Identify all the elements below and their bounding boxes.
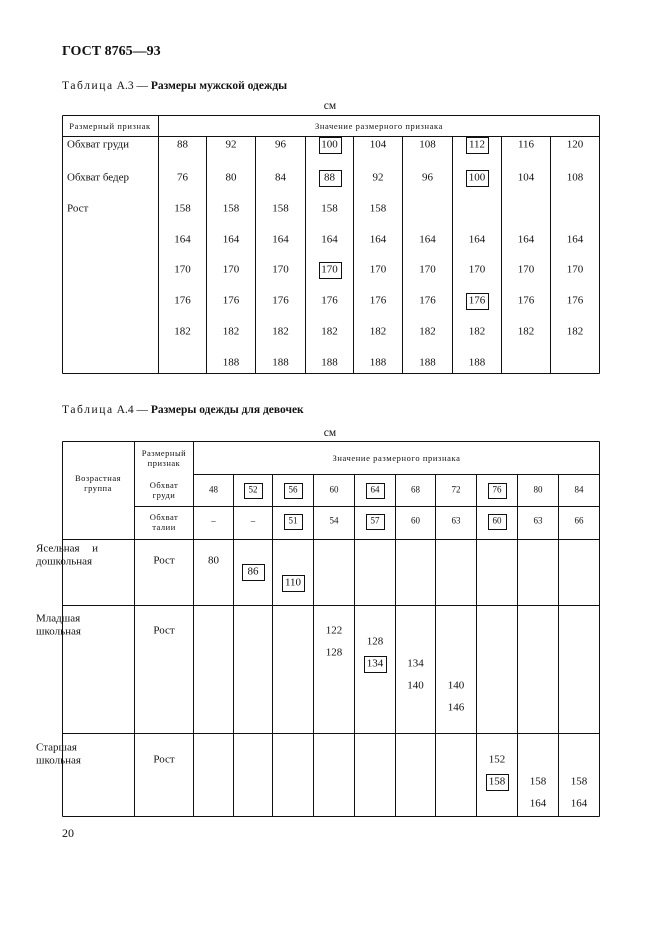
table-a4-height-value: 128 <box>366 635 384 648</box>
caption-prefix: Таблица <box>62 404 114 416</box>
table-a3-cell: 100 <box>321 138 338 151</box>
table-a4-chest-value: 64 <box>370 484 380 495</box>
table-a3-cell: 112 <box>468 138 486 151</box>
table-a3-cell: 182 <box>321 325 338 338</box>
table-a3-cell: 182 <box>419 325 436 338</box>
table-a3-cell: 88 <box>324 171 335 184</box>
table-a3-cell: 116 <box>517 138 535 151</box>
table-a3-cell: 164 <box>222 233 240 246</box>
table-a3-cell: 188 <box>321 356 338 369</box>
table-a3-cell: 158 <box>174 202 191 215</box>
table-a3-cell: 182 <box>222 325 240 338</box>
table-a3-cell: 188 <box>419 356 436 369</box>
table-a4-chest-value: 68 <box>411 484 420 495</box>
caption-number: А.3 — <box>116 80 148 92</box>
table-a3-cell: 188 <box>222 356 240 369</box>
table-a3-cell: 188 <box>468 356 486 369</box>
table-a3-cell: 108 <box>566 171 584 184</box>
table-a3-row-label: Рост <box>67 202 89 215</box>
table-a4-height-value: 158 <box>529 775 547 788</box>
table-a3-cell: 158 <box>272 202 289 215</box>
table-a4-height-value: 86 <box>247 565 259 578</box>
table-a4-height-value: 134 <box>366 657 384 670</box>
table-a4-group-feature: Рост <box>153 753 175 766</box>
table-a4-height-value: 164 <box>529 797 547 810</box>
table-a3-row-label: Обхват бедер <box>67 171 129 184</box>
table-a4-height-value: 158 <box>570 775 588 788</box>
table-a3-cell: 164 <box>468 233 486 246</box>
table-a4-height-value: 128 <box>325 646 343 659</box>
table-a3-cell: 170 <box>222 263 240 276</box>
table-a4-height-value: 122 <box>325 624 343 637</box>
table-a3-cell: 176 <box>468 294 486 307</box>
table-a4-height-value: 164 <box>570 797 588 810</box>
table-a4-waist-value: 57 <box>370 515 380 526</box>
table-a3-cell: 164 <box>419 233 436 246</box>
table-a3-cell: 164 <box>174 233 191 246</box>
table-a3-cell: 96 <box>275 138 286 151</box>
table-a3-cell: 170 <box>321 263 338 276</box>
table-a3-cell: 164 <box>321 233 338 246</box>
table-a4-waist-value: 60 <box>492 515 502 526</box>
table-a3-cell: 176 <box>222 294 240 307</box>
table-a4-waist-value: 66 <box>574 515 584 526</box>
table-a3-cell: 176 <box>566 294 584 307</box>
table-a3-cell: 170 <box>369 263 387 276</box>
table-a4-waist-label: Обхват талии <box>149 511 179 532</box>
table-a3-cell: 188 <box>369 356 387 369</box>
table-a3-row-label: Обхват груди <box>67 138 129 151</box>
table-a3-cell: 170 <box>566 263 584 276</box>
table-a4-height-value: 140 <box>447 679 465 692</box>
table-a4-waist-value: 63 <box>451 515 461 526</box>
table-a3-cell: 176 <box>321 294 338 307</box>
table-a4-waist-value: – <box>211 515 216 526</box>
caption-title: Размеры мужской одежды <box>150 80 288 92</box>
table-a4-height-value: 110 <box>284 576 302 589</box>
table-a4-chest-value: 76 <box>492 484 502 495</box>
table-a3-cell: 176 <box>369 294 387 307</box>
table-a4-chest-value: 52 <box>248 484 258 495</box>
table-a4-header-values: Значение размерного признака <box>332 452 461 463</box>
table-a4-waist-value: 60 <box>411 515 420 526</box>
table-a3-cell: 176 <box>419 294 436 307</box>
table-a4-height-value: 158 <box>488 775 506 788</box>
table-a4-unit: см <box>323 427 337 439</box>
caption-number: А.4 — <box>116 404 148 416</box>
table-a4-chest-value: 80 <box>533 484 543 495</box>
table-a3-cell: 188 <box>272 356 289 369</box>
table-a4-height-value: 140 <box>407 679 424 692</box>
caption-prefix: Таблица <box>62 80 114 92</box>
table-a3-cell: 176 <box>517 294 535 307</box>
table-a3-header-values: Значение размерного признака <box>315 120 443 131</box>
table-a4-group-feature: Рост <box>153 554 175 567</box>
table-a3-cell: 164 <box>369 233 387 246</box>
table-a3-cell: 182 <box>272 325 289 338</box>
table-a3-cell: 170 <box>419 263 436 276</box>
table-a3-cell: 108 <box>419 138 436 151</box>
table-a3-cell: 80 <box>225 171 237 184</box>
table-a4-chest-value: 60 <box>329 484 339 495</box>
table-a3-cell: 182 <box>468 325 486 338</box>
table-a3-cell: 164 <box>272 233 289 246</box>
table-a3-cell: 100 <box>468 171 486 184</box>
table-a4-chest-value: 84 <box>574 484 584 495</box>
table-a4-chest-label: Обхват груди <box>149 479 179 500</box>
table-a4-waist-value: – <box>250 515 256 526</box>
table-a4-chest-value: 48 <box>209 484 218 495</box>
table-a3-cell: 76 <box>177 171 188 184</box>
caption-title: Размеры одежды для девочек <box>150 404 304 416</box>
table-a3-cell: 170 <box>517 263 535 276</box>
table-a3-cell: 170 <box>468 263 486 276</box>
table-a3-cell: 158 <box>222 202 240 215</box>
table-a3-cell: 104 <box>517 171 535 184</box>
table-a4-waist-value: 54 <box>329 515 339 526</box>
table-a4-height-value: 134 <box>407 657 424 670</box>
table-a3-cell: 170 <box>272 263 289 276</box>
table-a3-cell: 182 <box>369 325 387 338</box>
table-a3-cell: 170 <box>174 263 191 276</box>
table-a4-height-value: 146 <box>447 701 465 714</box>
table-a4-waist-value: 51 <box>288 515 298 526</box>
table-a4-height-value: 80 <box>208 554 219 567</box>
table-a4-group-feature: Рост <box>153 624 175 637</box>
table-a4-waist-value: 63 <box>533 515 543 526</box>
table-a3-cell: 120 <box>566 138 584 151</box>
table-a3-cell: 92 <box>225 138 237 151</box>
table-a3-cell: 84 <box>275 171 286 184</box>
table-a4-chest-value: 56 <box>288 484 298 495</box>
table-a4-group-name: Младшая школьная <box>36 612 81 637</box>
table-a3-header-feature: Размерный признак <box>69 120 151 131</box>
table-a3-cell: 164 <box>517 233 535 246</box>
table-a3-cell: 92 <box>372 171 384 184</box>
table-a3-cell: 176 <box>272 294 289 307</box>
table-a4-height-value: 152 <box>488 753 506 766</box>
document-header: ГОСТ 8765—93 <box>62 44 161 59</box>
table-a3-unit: см <box>323 100 337 112</box>
table-a3-cell: 88 <box>177 138 188 151</box>
table-a4-header-group: Возрастная группа <box>74 472 122 493</box>
table-a4-header-feature: Размерный признак <box>141 447 187 468</box>
table-a3-cell: 158 <box>321 202 338 215</box>
table-a3-cell: 158 <box>369 202 387 215</box>
table-a3-cell: 182 <box>517 325 535 338</box>
table-a3-cell: 182 <box>174 325 191 338</box>
table-a3-cell: 104 <box>369 138 387 151</box>
table-a3-cell: 96 <box>422 171 433 184</box>
table-a3-cell: 182 <box>566 325 584 338</box>
table-a4-chest-value: 72 <box>451 484 461 495</box>
page-number: 20 <box>62 826 74 840</box>
table-a4-group-name: Ясельная и дошкольная <box>36 542 98 567</box>
table-a3-cell: 164 <box>566 233 584 246</box>
table-a3-cell: 176 <box>174 294 191 307</box>
table-a4-group-name: Старшая школьная <box>36 741 81 766</box>
